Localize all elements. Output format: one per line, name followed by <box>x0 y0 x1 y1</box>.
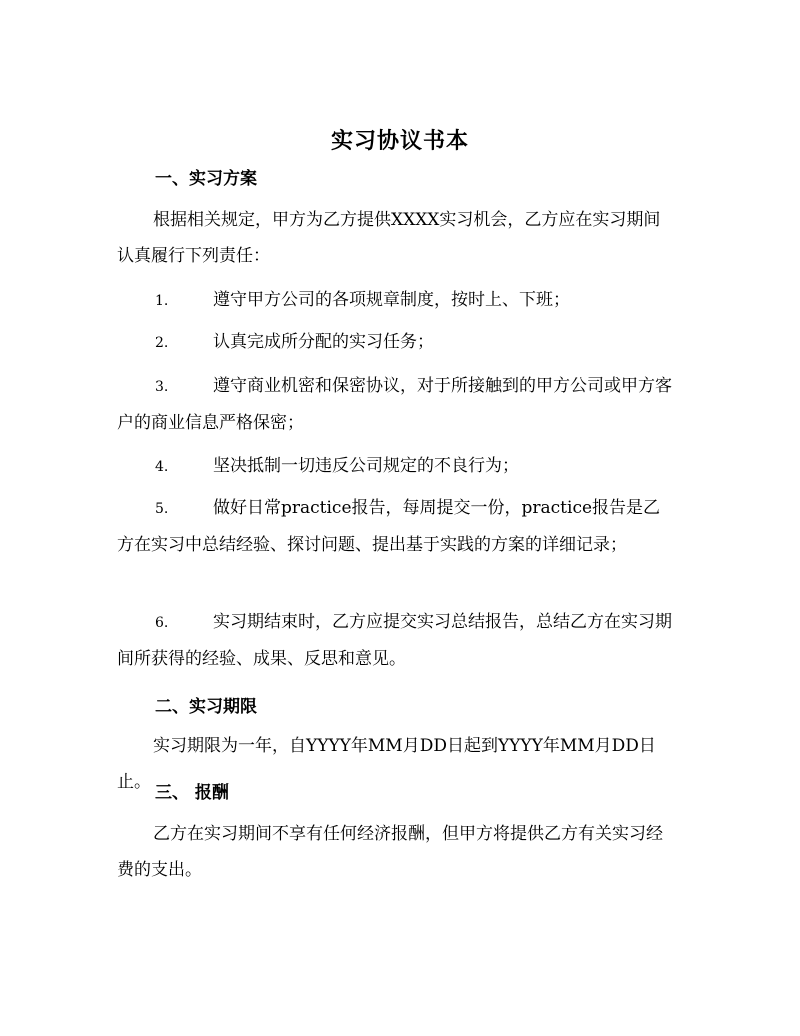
list-item <box>117 368 677 441</box>
list-item-text: 做好日常practice报告，每周提交一份，practice报告是乙方在实习中总结经验、探讨问题、提出基于实践的方案的详细记录； <box>117 498 661 555</box>
section1-intro <box>117 202 677 274</box>
list-item-number: 1. <box>155 293 169 309</box>
section3-heading: 三、 报酬 <box>155 783 229 803</box>
list-item-text: 实习期结束时，乙方应提交实习总结报告，总结乙方在实习期间所获得的经验、成果、反思和意见。 <box>117 612 672 669</box>
list-item <box>117 604 677 677</box>
list-item-number: 3. <box>155 379 169 395</box>
list-item <box>117 282 677 319</box>
section1-heading: 一、实习方案 <box>155 169 257 189</box>
list-item-text: 坚决抵制一切违反公司规定的不良行为； <box>213 456 519 476</box>
list-item <box>117 324 677 361</box>
section3-text <box>117 816 677 888</box>
list-item <box>117 490 677 563</box>
list-item-number: 6. <box>155 615 169 631</box>
list-item-number: 4. <box>155 459 169 475</box>
section2-heading: 二、实习期限 <box>155 697 257 717</box>
list-item-text: 遵守甲方公司的各项规章制度，按时上、下班； <box>213 290 570 310</box>
list-item-text: 遵守商业机密和保密协议，对于所接触到的甲方公司或甲方客户的商业信息严格保密； <box>117 376 672 433</box>
list-item <box>117 448 677 485</box>
section3-text-content: 乙方在实习期间不享有任何经济报酬，但甲方将提供乙方有关实习经费的支出。 <box>117 824 663 880</box>
list-item-text: 认真完成所分配的实习任务； <box>213 332 434 352</box>
list-item-number: 2. <box>155 335 169 351</box>
section2-text-content: 实习期限为一年，自YYYY年MM月DD日起到YYYY年MM月DD日止。 <box>117 736 656 792</box>
list-item-number: 5. <box>155 501 169 517</box>
section1-intro-text: 根据相关规定，甲方为乙方提供XXXX实习机会，乙方应在实习期间认真履行下列责任： <box>117 210 661 266</box>
document-title: 实习协议书本 <box>330 128 469 154</box>
